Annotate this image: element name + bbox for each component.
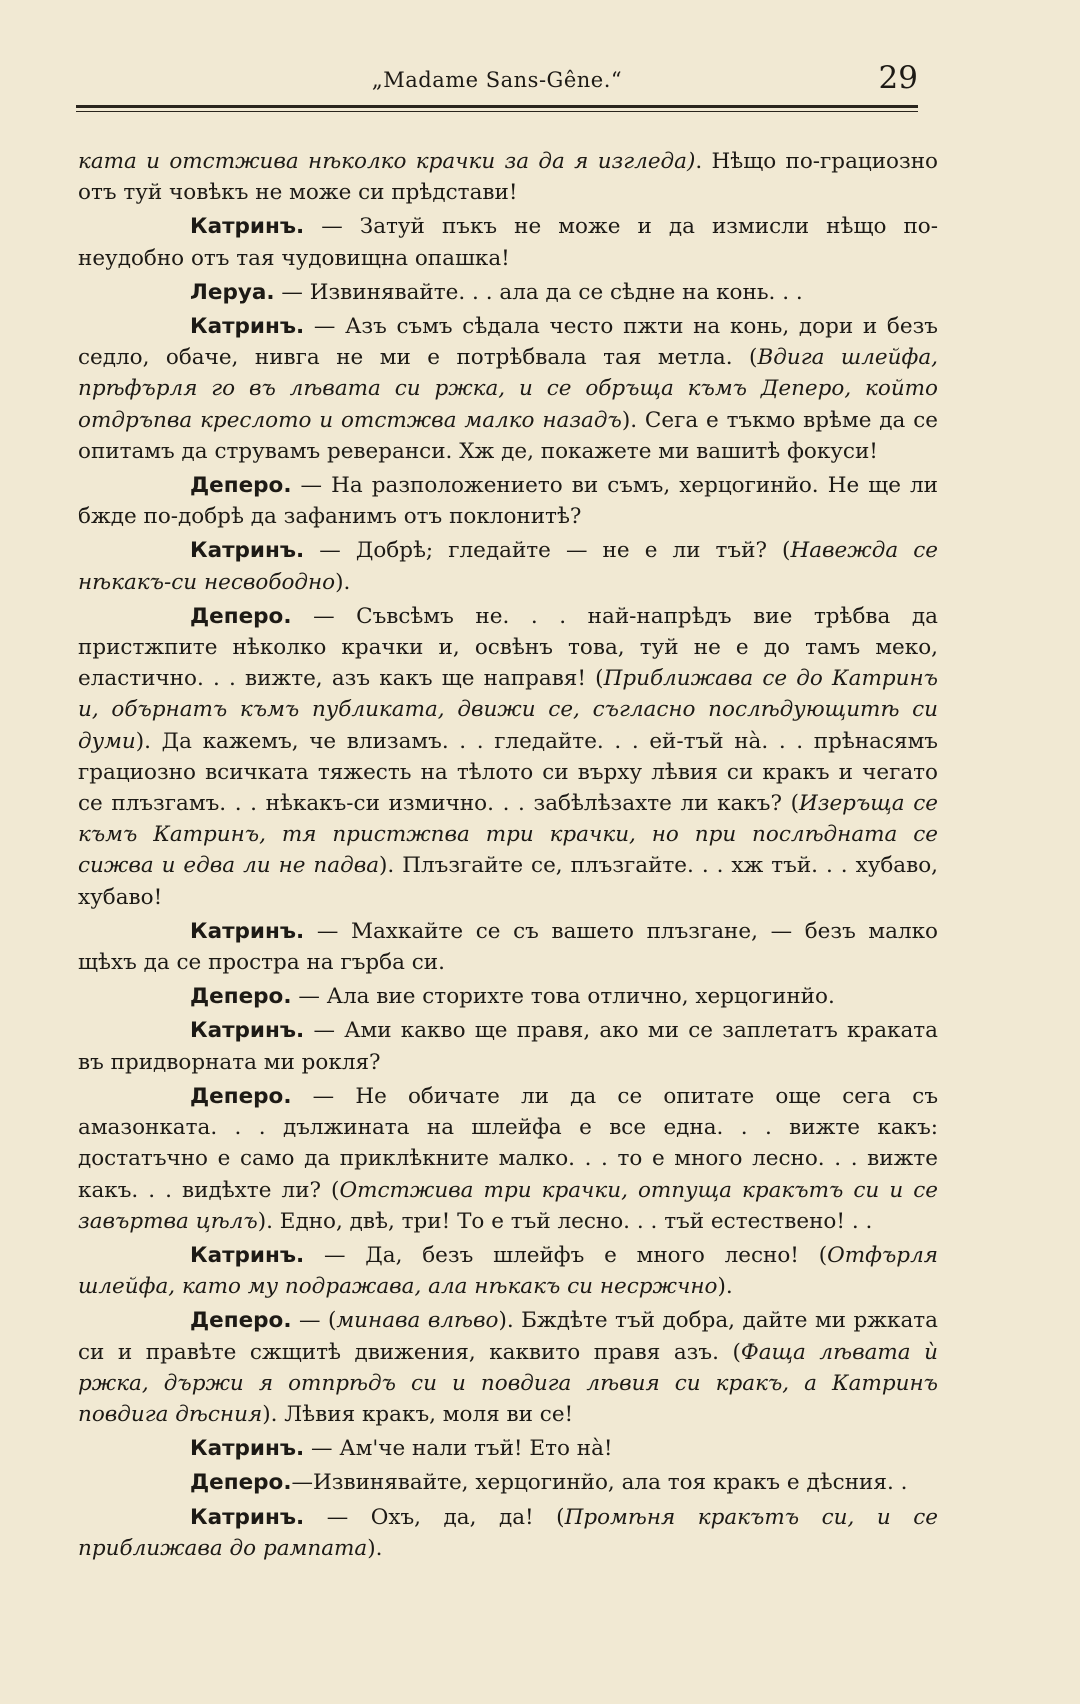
dialogue: ). Бждѣте тъй добра, дайте ми ржката си и правѣте сжщитѣ движения, каквито правя азъ. ( (78, 1308, 939, 1365)
speaker-name: Деперо. (190, 1308, 292, 1334)
dialogue: — Ами какво ще правя, ако ми се заплетатъ краката въ придворната ми рокля? (78, 1018, 938, 1075)
stage-direction: Отстжива три крачки, отпуща кракътъ си и се завъртва цѣлъ (78, 1177, 938, 1234)
speaker-name: Катринъ. (190, 918, 305, 944)
stage-direction: минава влѣво (336, 1308, 499, 1334)
speaker-name: Катринъ. (190, 214, 305, 240)
paragraph (78, 1305, 938, 1430)
dialogue: — Да, безъ шлейфъ е много лесно! ( (304, 1242, 828, 1268)
paragraph (78, 211, 938, 273)
speaker-name: Катринъ. (190, 1504, 305, 1530)
paragraph (78, 1433, 938, 1464)
running-title: „Madame Sans-Gêne.“ (371, 68, 623, 92)
stage-direction: Приближава се до Катринъ и, обърнатъ къмъ публиката, движи се, съгласно послѣдующитѣ си думи (78, 666, 938, 754)
speaker-name: Катринъ. (190, 1018, 305, 1044)
speaker-name: Деперо. (190, 1083, 292, 1109)
paragraph (78, 470, 938, 532)
dialogue: ). Сега е тъкмо врѣме да се опитамъ да струвамъ реверанси. Хж де, покажете ми вашитѣ фокуси! (78, 407, 938, 464)
dialogue: — Затуй пъкъ не може и да измисли нѣщо по-неудобно отъ тая чудовищна опашка! (78, 214, 938, 271)
dialogue: ). Да кажемъ, че влизамъ. . . гледайте. . . ей-тъй нà. . . прѣнасямъ грациозно всичката тяжесть на тѣлото си върху лѣвия си кракъ и чегато се плъзгамъ. . . нѣкакъ-си измично. . . забѣлѣзахте ли какъ? ( (78, 728, 938, 817)
stage-direction: Вдига шлейфа, прѣфърля го въ лѣвата си ржка, и се обръща къмъ Деперо, който отдръпва креслото и отстжва малко назадъ (78, 345, 938, 433)
stage-direction: Навежда се нѣкакъ-си несвободно (78, 538, 938, 595)
paragraph (78, 146, 938, 208)
speaker-name: Катринъ. (190, 1242, 305, 1268)
stage-direction: ката и отстжива нѣколко крачки за да я изгледа) (78, 149, 696, 174)
dialogue: — Азъ съмъ сѣдала често пжти на конь, дори и безъ седло, обаче, нивга не ми е потрѣбвала тая метла. ( (78, 314, 938, 371)
stage-direction: Фаща лѣвата ѝ ржка, държи я отпрѣдъ си и повдига лѣвия си кракъ, а Катринъ повдига дѣсния (78, 1339, 938, 1427)
dialogue: ). (367, 1535, 383, 1561)
paragraph (78, 1081, 938, 1237)
paragraph (78, 916, 938, 978)
dialogue: . Нѣщо по-грациозно отъ туй човѣкъ не може си прѣдстави! (78, 149, 938, 206)
header-rule (76, 105, 918, 108)
paragraph (78, 311, 938, 467)
dialogue: — Не обичате ли да се опитате още сега съ амазонката. . . дължината на шлейфа е все една. . . вижте какъ: достатъчно е само да приклѣкните малко. . . то е много лесно. . . вижте какъ. . . видѣхте ли? ( (78, 1083, 938, 1203)
paragraph (78, 535, 938, 597)
dialogue: — Съвсѣмъ не. . . най-напрѣдъ вие трѣбва да пристжпите нѣколко крачки и, освѣнъ това, туй не е до тамъ меко, еластично. . . вижте, азъ какъ ще направя! ( (78, 603, 938, 692)
dialogue: ). (717, 1274, 733, 1300)
paragraph (78, 1502, 938, 1564)
speaker-name: Катринъ. (190, 538, 305, 564)
dialogue: — Ам'че нали тъй! Ето нà! (304, 1436, 613, 1462)
dialogue: — Ала вие сторихте това отлично, херцогинйо. (291, 984, 835, 1010)
stage-direction: Промѣня кракътъ си, и се приближава до рампата (78, 1504, 938, 1561)
dialogue: ). Лѣвия кракъ, моля ви се! (262, 1401, 574, 1427)
page-header (76, 58, 918, 98)
dialogue: —Извинявайте, херцогинйо, ала тоя кракъ е дѣсния. . (291, 1470, 908, 1496)
dialogue: — ( (291, 1308, 337, 1334)
page-number: 29 (878, 60, 918, 96)
speaker-name: Деперо. (190, 473, 292, 499)
paragraph (78, 1015, 938, 1077)
paragraph (78, 277, 938, 308)
dialogue: ). (335, 569, 351, 595)
dialogue: — Извинявайте. . . ала да се сѣдне на конь. . . (274, 279, 803, 305)
speaker-name: Катринъ. (190, 314, 305, 340)
page-body (78, 146, 938, 1567)
dialogue: — Охъ, да, да! ( (304, 1504, 565, 1530)
paragraph (78, 981, 938, 1012)
paragraph (78, 1240, 938, 1302)
stage-direction: Отфърля шлейфа, като му подражава, ала нѣкакъ си несржчно (78, 1242, 938, 1300)
paragraph (78, 1467, 938, 1498)
stage-direction: Изеръща се къмъ Катринъ, тя пристжпва три крачки, но при послѣдната се сижва и едва ли не падва (78, 791, 938, 879)
speaker-name: Деперо. (190, 1470, 292, 1496)
dialogue: — Добрѣ; гледайте — не е ли тъй? ( (304, 538, 791, 564)
dialogue: — На разположението ви съмъ, херцогинйо. Не ще ли бжде по-добрѣ да зафанимъ отъ поклонитѣ? (78, 473, 938, 530)
dialogue: — Махкайте се съ вашето плъзгане, — безъ малко щѣхъ да се простра на гърба си. (78, 918, 938, 976)
speaker-name: Деперо. (190, 603, 292, 629)
speaker-name: Деперо. (190, 984, 292, 1010)
dialogue: ). Плъзгайте се, плъзгайте. . . хж тъй. . . хубаво, хубаво! (78, 853, 938, 910)
speaker-name: Катринъ. (190, 1436, 305, 1462)
paragraph (78, 601, 938, 913)
header-rule-thin (76, 111, 918, 112)
speaker-name: Леруа. (190, 279, 275, 305)
dialogue: ). Едно, двѣ, три! То е тъй лесно. . . тъй естествено! . . (257, 1208, 873, 1234)
